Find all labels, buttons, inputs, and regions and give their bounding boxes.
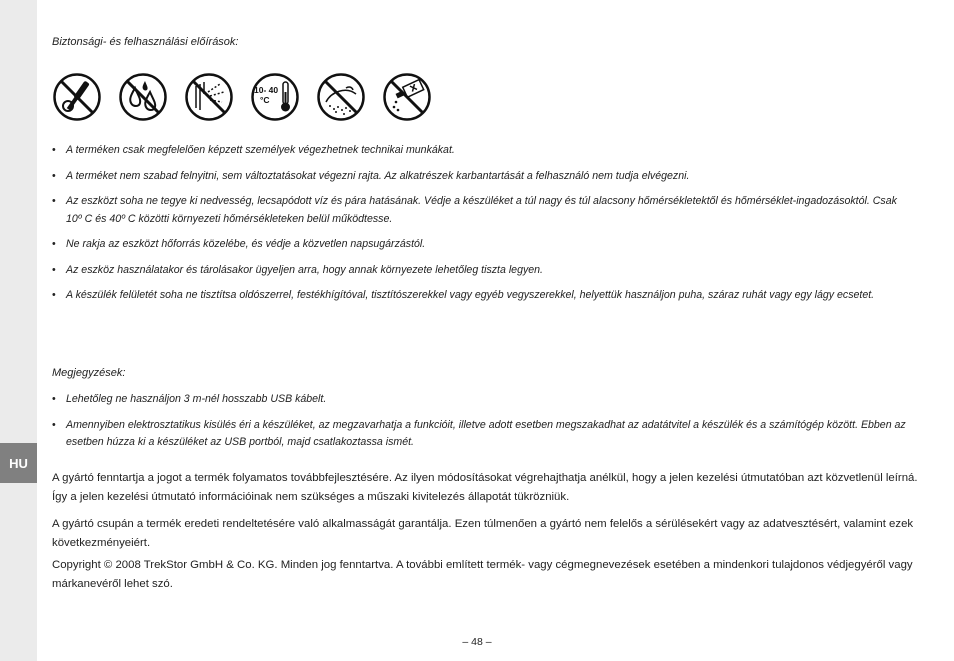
notes-list [52,391,912,460]
list-item: • Ne rakja az eszközt hőforrás közelébe, és védje a közvetlen napsugárzástól. [52,236,912,254]
notes-heading: Megjegyzések: [52,367,126,379]
safety-heading: Biztonsági- és felhasználási előírások: [52,36,239,48]
safety-icons [52,72,432,122]
paragraph-copyright: Copyright © 2008 TrekStor GmbH & Co. KG. Minden jog fenntartva. A további említett termék- vagy cégmegnevezések esetében a mindenkori tulajdonos védjegyéről vagy márkanevéről lehet szó. [52,559,913,591]
safety-list [52,142,912,313]
no-liquids-icon [118,72,168,122]
language-tab: HU [0,443,37,483]
temperature-range-icon [250,72,300,122]
list-item: • Amennyiben elektrosztatikus kisülés éri a készüléket, az megzavarhatja a funkcióit, illetve adott esetben megszakadhat az adatátvitel a készülék és a számítógép között. Ebben az esetben húzza ki a készüléket az USB portból, majd csatlakoztassa ismét. [52,417,912,452]
no-tools-icon [52,72,102,122]
list-item: • Az eszközt soha ne tegye ki nedvesség, lecsapódott víz és pára hatásának. Védje a készüléket a túl nagy és túl alacsony hőmérsékletektől és hőmérséklet-ingadozásoktól. Csak 10º C és 40º C közötti környezeti hőmérsékleteken belül működtesse. [52,193,912,228]
list-item: • A terméken csak megfelelően képzett személyek végezhetnek technikai munkákat. [52,142,912,160]
paragraph-development: A gyártó fenntartja a jogot a termék folyamatos továbbfejlesztésére. Az ilyen módosításokat végrehajthatja anélkül, hogy a jelen kezelési útmutatóban azt közvetlenül leírná. Így a jelen kezelési útmutató információinak nem szükséges a műszaki kivitelezés állapotát tükrözniük. [52,472,918,504]
no-dirt-icon [316,72,366,122]
temperature-unit: °C [260,95,270,105]
no-chemicals-icon [382,72,432,122]
paragraph-warranty: A gyártó csupán a termék eredeti rendeltetésére való alkalmasságát garantálja. Ezen túlmenően a gyártó nem felelős a sérülésekért vagy az adatvesztésért, valamint ezek következményeiért. [52,518,914,550]
no-moisture-icon [184,72,234,122]
temperature-label: 10- 40 [254,85,279,95]
page-number: – 48 – [462,636,492,648]
list-item: • Az eszköz használatakor és tárolásakor ügyeljen arra, hogy annak környezete lehetőleg tiszta legyen. [52,262,912,280]
list-item: • A készülék felületét soha ne tisztítsa oldószerrel, festékhígítóval, tisztítószerekkel vagy egyéb vegyszerekkel, helyettük használjon puha, száraz ruhát vagy egy lágy ecsetet. [52,287,912,305]
list-item: • A terméket nem szabad felnyitni, sem változtatásokat végezni rajta. Az alkatrészek karbantartását a felhasználó nem tudja elvégezni. [52,168,912,186]
list-item: • Lehetőleg ne használjon 3 m-nél hosszabb USB kábelt. [52,391,912,409]
sidebar [0,0,37,661]
